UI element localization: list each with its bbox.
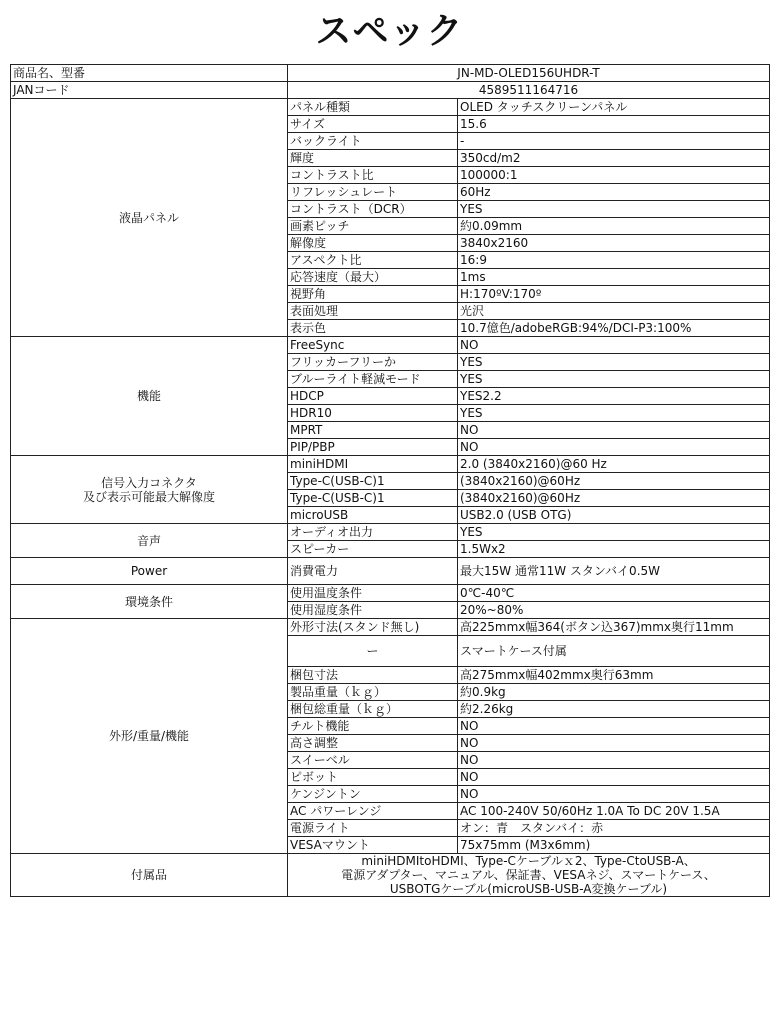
row-label: 商品名、型番 [11, 65, 288, 82]
spec-value: 15.6 [458, 116, 770, 133]
spec-value: 60Hz [458, 184, 770, 201]
table-row [11, 524, 770, 541]
spec-value: 光沢 [458, 303, 770, 320]
spec-label: 消費電力 [288, 558, 458, 585]
spec-label: コントラスト比 [288, 167, 458, 184]
table-row [11, 619, 770, 636]
spec-label: PIP/PBP [288, 439, 458, 456]
spec-value: 20%~80% [458, 602, 770, 619]
spec-label: リフレッシュレート [288, 184, 458, 201]
spec-label: 表面処理 [288, 303, 458, 320]
table-row [11, 82, 770, 99]
spec-label: AC パワーレンジ [288, 803, 458, 820]
spec-label: 視野角 [288, 286, 458, 303]
spec-label: コントラスト（DCR） [288, 201, 458, 218]
table-row [11, 558, 770, 585]
spec-value: スマートケース付属 [458, 636, 770, 667]
spec-value: 高275mmx幅402mmx奥行63mm [458, 667, 770, 684]
spec-label: Type-C(USB-C)1 [288, 473, 458, 490]
spec-label: チルト機能 [288, 718, 458, 735]
spec-value: 2.0 (3840x2160)@60 Hz [458, 456, 770, 473]
section-label-line: 及び表示可能最大解像度 [82, 489, 215, 504]
spec-value: NO [458, 422, 770, 439]
spec-value: NO [458, 752, 770, 769]
spec-value: 10.7億色/adobeRGB:94%/DCI-P3:100% [458, 320, 770, 337]
spec-label: ー [288, 636, 458, 667]
spec-value: - [458, 133, 770, 150]
spec-value: (3840x2160)@60Hz [458, 490, 770, 507]
accessories-value [288, 854, 770, 897]
accessories-line: miniHDMItoHDMI、Type-Cケーブルｘ2、Type-CtoUSB-A、 [361, 854, 696, 868]
spec-value: NO [458, 718, 770, 735]
section-label-features: 機能 [11, 337, 288, 456]
spec-value: 350cd/m2 [458, 150, 770, 167]
spec-label: ブルーライト軽減モード [288, 371, 458, 388]
spec-label: 輝度 [288, 150, 458, 167]
spec-label: 応答速度（最大） [288, 269, 458, 286]
spec-value: AC 100-240V 50/60Hz 1.0A To DC 20V 1.5A [458, 803, 770, 820]
spec-value: 0℃-40℃ [458, 585, 770, 602]
spec-value: 最大15W 通常11W スタンバイ0.5W [458, 558, 770, 585]
jan-code-value: 4589511164716 [288, 82, 770, 99]
spec-label: 使用温度条件 [288, 585, 458, 602]
spec-label: 高さ調整 [288, 735, 458, 752]
spec-label: スイーベル [288, 752, 458, 769]
section-label-physical: 外形/重量/機能 [11, 619, 288, 854]
spec-value: USB2.0 (USB OTG) [458, 507, 770, 524]
section-label-audio: 音声 [11, 524, 288, 558]
table-row [11, 337, 770, 354]
spec-label: ピボット [288, 769, 458, 786]
spec-value: 約0.09mm [458, 218, 770, 235]
spec-label: ケンジントン [288, 786, 458, 803]
spec-label: オーディオ出力 [288, 524, 458, 541]
spec-value: オン：青 スタンバイ：赤 [458, 820, 770, 837]
spec-value: 約0.9kg [458, 684, 770, 701]
section-label-environment: 環境条件 [11, 585, 288, 619]
table-row [11, 99, 770, 116]
section-label-power: Power [11, 558, 288, 585]
spec-value: 1.5Wx2 [458, 541, 770, 558]
spec-value: NO [458, 337, 770, 354]
spec-value: YES [458, 201, 770, 218]
spec-label: HDCP [288, 388, 458, 405]
page-title: スペック [315, 11, 464, 52]
spec-label: HDR10 [288, 405, 458, 422]
spec-label: Type-C(USB-C)1 [288, 490, 458, 507]
spec-label: VESAマウント [288, 837, 458, 854]
spec-label: 表示色 [288, 320, 458, 337]
spec-value: 1ms [458, 269, 770, 286]
spec-label: 画素ピッチ [288, 218, 458, 235]
spec-value: NO [458, 439, 770, 456]
spec-label: FreeSync [288, 337, 458, 354]
spec-label: 製品重量（ｋｇ） [288, 684, 458, 701]
table-row [11, 65, 770, 82]
spec-value: (3840x2160)@60Hz [458, 473, 770, 490]
spec-label: アスペクト比 [288, 252, 458, 269]
spec-value: NO [458, 769, 770, 786]
spec-value: 75x75mm (M3x6mm) [458, 837, 770, 854]
spec-label: 解像度 [288, 235, 458, 252]
spec-value: NO [458, 735, 770, 752]
spec-label: 外形寸法(スタンド無し) [288, 619, 458, 636]
spec-label: MPRT [288, 422, 458, 439]
table-row [11, 456, 770, 473]
spec-label: バックライト [288, 133, 458, 150]
accessories-line: USBOTGケーブル(microUSB-USB-A変換ケーブル) [389, 882, 668, 896]
spec-value: 3840x2160 [458, 235, 770, 252]
spec-value: YES [458, 405, 770, 422]
accessories-line: 電源アダプター、マニュアル、保証書、VESAネジ、スマートケース、 [341, 868, 716, 882]
spec-label: 電源ライト [288, 820, 458, 837]
spec-value: YES2.2 [458, 388, 770, 405]
spec-label: パネル種類 [288, 99, 458, 116]
spec-value: 100000:1 [458, 167, 770, 184]
spec-value: OLED タッチスクリーンパネル [458, 99, 770, 116]
spec-label: miniHDMI [288, 456, 458, 473]
spec-value: YES [458, 354, 770, 371]
spec-value: YES [458, 371, 770, 388]
row-label: JANコード [11, 82, 288, 99]
spec-table [10, 64, 770, 897]
section-label-inputs [11, 456, 288, 524]
section-label-accessories: 付属品 [11, 854, 288, 897]
table-row [11, 585, 770, 602]
table-row [11, 854, 770, 897]
section-label-line: 信号入力コネクタ [101, 475, 197, 490]
spec-value: H:170ºV:170º [458, 286, 770, 303]
spec-label: 梱包総重量（ｋｇ） [288, 701, 458, 718]
spec-value: 約2.26kg [458, 701, 770, 718]
spec-label: microUSB [288, 507, 458, 524]
spec-label: フリッカーフリーか [288, 354, 458, 371]
spec-label: スピーカー [288, 541, 458, 558]
spec-label: 使用湿度条件 [288, 602, 458, 619]
spec-value: 16:9 [458, 252, 770, 269]
spec-label: 梱包寸法 [288, 667, 458, 684]
spec-value: YES [458, 524, 770, 541]
section-label-panel: 液晶パネル [11, 99, 288, 337]
spec-value: 高225mmx幅364(ボタン込367)mmx奥行11mm [458, 619, 770, 636]
spec-label: サイズ [288, 116, 458, 133]
spec-value: NO [458, 786, 770, 803]
product-model-value: JN-MD-OLED156UHDR-T [288, 65, 770, 82]
